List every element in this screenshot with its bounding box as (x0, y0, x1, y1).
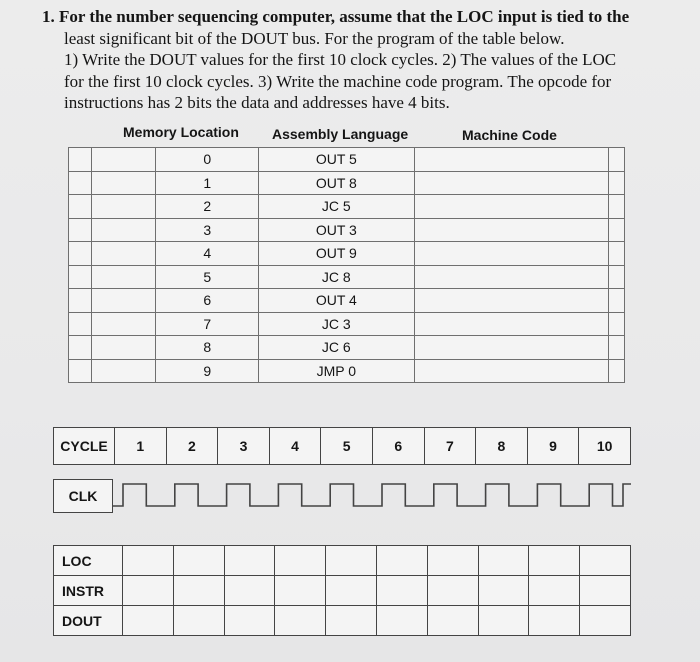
blank-cell (608, 289, 624, 313)
machine-code-cell (414, 242, 608, 266)
blank-cell (608, 336, 624, 360)
blank-cell (608, 148, 624, 172)
machine-code-cell (414, 289, 608, 313)
machine-code-cell (414, 265, 608, 289)
program-row (69, 289, 625, 313)
blank-cell (92, 242, 156, 266)
question-text (42, 6, 682, 114)
clock-waveform (113, 480, 631, 510)
blank-cell (92, 312, 156, 336)
signal-cell (427, 606, 478, 636)
blank-cell (69, 171, 92, 195)
signal-cell (326, 576, 377, 606)
assembly-cell: OUT 5 (259, 148, 415, 172)
blank-cell (92, 265, 156, 289)
signal-cell (376, 546, 427, 576)
blank-cell (69, 218, 92, 242)
question-line-5: instructions has 2 bits the data and addresses have 4 bits. (64, 93, 450, 112)
signal-label: LOC (54, 546, 123, 576)
machine-code-cell (414, 312, 608, 336)
signal-cell (173, 546, 224, 576)
assembly-cell: JC 6 (259, 336, 415, 360)
signal-cell (123, 576, 174, 606)
memory-location-cell: 1 (156, 171, 259, 195)
cycle-number: 10 (579, 428, 631, 465)
memory-location-header: Memory Location (123, 124, 239, 140)
blank-cell (608, 195, 624, 219)
signal-cell (224, 576, 275, 606)
signal-cell (529, 576, 580, 606)
blank-cell (92, 289, 156, 313)
program-row (69, 171, 625, 195)
signal-cell (478, 546, 529, 576)
assembly-cell: JMP 0 (259, 359, 415, 383)
clk-label: CLK (53, 479, 113, 513)
program-row (69, 265, 625, 289)
program-row (69, 359, 625, 383)
assembly-cell: OUT 4 (259, 289, 415, 313)
blank-cell (92, 148, 156, 172)
blank-cell (92, 195, 156, 219)
question-line-2: least significant bit of the DOUT bus. For the program of the table below. (64, 28, 565, 48)
memory-location-cell: 2 (156, 195, 259, 219)
blank-cell (69, 195, 92, 219)
signal-label: DOUT (54, 606, 123, 636)
signal-label: INSTR (54, 576, 123, 606)
assembly-cell: OUT 8 (259, 171, 415, 195)
blank-cell (92, 336, 156, 360)
blank-cell (608, 312, 624, 336)
assembly-cell: OUT 9 (259, 242, 415, 266)
signal-cell (478, 606, 529, 636)
machine-code-cell (414, 359, 608, 383)
assembly-cell: JC 3 (259, 312, 415, 336)
signal-cell (427, 576, 478, 606)
signal-cell (376, 606, 427, 636)
memory-location-cell: 4 (156, 242, 259, 266)
memory-location-cell: 9 (156, 359, 259, 383)
cycle-number: 9 (527, 428, 579, 465)
blank-cell (69, 336, 92, 360)
memory-location-cell: 8 (156, 336, 259, 360)
blank-cell (608, 242, 624, 266)
cycle-number: 2 (166, 428, 218, 465)
machine-code-cell (414, 336, 608, 360)
signal-cell (326, 546, 377, 576)
cycle-number: 5 (321, 428, 373, 465)
blank-cell (69, 312, 92, 336)
blank-cell (69, 265, 92, 289)
signal-cell (529, 546, 580, 576)
signal-cell (427, 546, 478, 576)
signal-row (54, 576, 631, 606)
cycle-number: 1 (115, 428, 167, 465)
blank-cell (92, 171, 156, 195)
machine-code-cell (414, 218, 608, 242)
program-row (69, 148, 625, 172)
cycle-number: 8 (476, 428, 528, 465)
signal-cell (580, 606, 631, 636)
question-line-4: for the first 10 clock cycles. 3) Write the machine code program. The opcode for (64, 71, 612, 91)
signal-cell (173, 606, 224, 636)
memory-location-cell: 6 (156, 289, 259, 313)
program-table (68, 147, 625, 383)
program-row (69, 242, 625, 266)
blank-cell (92, 218, 156, 242)
signal-cell (478, 576, 529, 606)
memory-location-cell: 7 (156, 312, 259, 336)
blank-cell (92, 359, 156, 383)
signal-row (54, 546, 631, 576)
cycle-number: 3 (218, 428, 270, 465)
signal-cell (275, 606, 326, 636)
blank-cell (69, 359, 92, 383)
signal-cell (275, 546, 326, 576)
program-row (69, 218, 625, 242)
cycle-number: 4 (269, 428, 321, 465)
blank-cell (608, 265, 624, 289)
signal-cell (123, 606, 174, 636)
signal-cell (376, 576, 427, 606)
signal-cell (123, 546, 174, 576)
memory-location-cell: 0 (156, 148, 259, 172)
signal-cell (580, 576, 631, 606)
blank-cell (69, 242, 92, 266)
signal-cell (224, 606, 275, 636)
memory-location-cell: 3 (156, 218, 259, 242)
assembly-cell: JC 5 (259, 195, 415, 219)
assembly-cell: JC 8 (259, 265, 415, 289)
question-line-3: 1) Write the DOUT values for the first 10 clock cycles. 2) The values of the LOC (64, 50, 617, 69)
blank-cell (69, 289, 92, 313)
signal-cell (275, 576, 326, 606)
memory-location-cell: 5 (156, 265, 259, 289)
blank-cell (608, 171, 624, 195)
machine-code-cell (414, 148, 608, 172)
machine-code-cell (414, 171, 608, 195)
blank-cell (69, 148, 92, 172)
program-row (69, 195, 625, 219)
signal-row (54, 606, 631, 636)
cycle-number: 7 (424, 428, 476, 465)
signal-cell (224, 546, 275, 576)
cycle-label: CYCLE (54, 428, 115, 465)
blank-cell (608, 218, 624, 242)
signal-table (53, 545, 631, 636)
program-row (69, 312, 625, 336)
program-row (69, 336, 625, 360)
signal-cell (529, 606, 580, 636)
cycle-table (53, 427, 631, 465)
signal-cell (580, 546, 631, 576)
blank-cell (608, 359, 624, 383)
assembly-language-header: Assembly Language (272, 126, 409, 142)
machine-code-cell (414, 195, 608, 219)
cycle-number: 6 (372, 428, 424, 465)
signal-cell (326, 606, 377, 636)
machine-code-header: Machine Code (462, 127, 557, 143)
question-line-1: 1. For the number sequencing computer, assume that the LOC input is tied to the (42, 7, 630, 26)
assembly-cell: OUT 3 (259, 218, 415, 242)
signal-cell (173, 576, 224, 606)
